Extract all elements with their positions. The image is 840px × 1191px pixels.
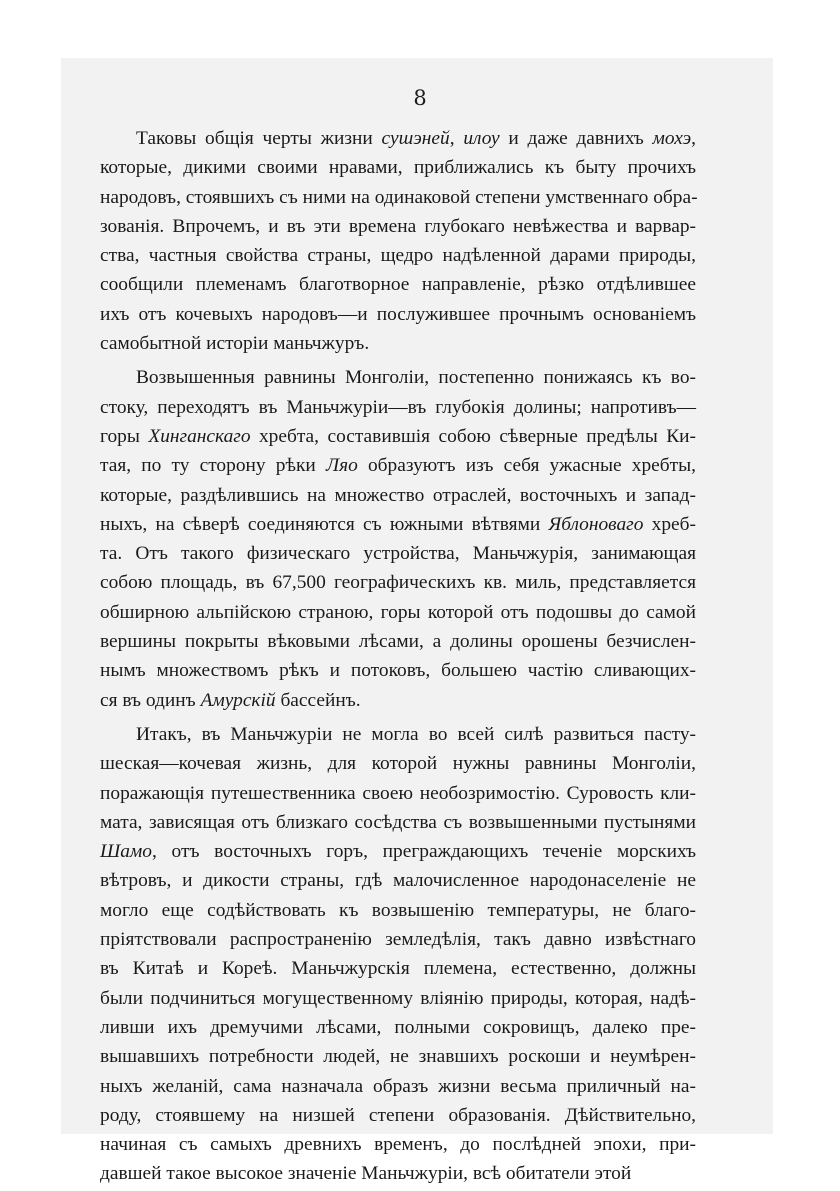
italic-term: сушэней <box>381 128 450 149</box>
text-line <box>100 896 696 925</box>
text-line <box>100 598 696 627</box>
text-span: , <box>449 128 464 149</box>
text-line <box>100 1159 696 1188</box>
text-line <box>100 686 696 715</box>
text-line <box>100 329 696 358</box>
text-span: которые, дикими своими нравами, приближались къ быту прочихъ <box>100 157 696 179</box>
text-span: собою площадь, въ 67,500 географическихъ кв. миль, представляется <box>100 572 696 594</box>
text-span: хребта, составившія собою сѣверные предѣлы Ки- <box>250 425 696 447</box>
italic-term: Яблоноваго <box>548 513 644 535</box>
text-span: та. Отъ такого физическаго устройства, Маньчжурія, занимающая <box>100 543 696 565</box>
italic-term: Ляо <box>325 455 358 477</box>
text-span: сообщили племенамъ благотворное направленіе, рѣзко отдѣлившее <box>100 274 696 296</box>
text-line <box>100 393 696 422</box>
text-line <box>100 1101 696 1130</box>
text-span: образуютъ изъ себя ужасные хребты, <box>357 455 696 477</box>
paragraph <box>100 363 696 715</box>
text-line <box>100 779 696 808</box>
paragraph <box>100 124 696 358</box>
text-line <box>100 212 696 241</box>
text-line <box>100 808 696 837</box>
text-span: хреб- <box>643 513 696 535</box>
text-span: горы <box>100 425 149 447</box>
text-line <box>100 241 696 270</box>
text-line <box>100 451 696 480</box>
text-line <box>100 1042 696 1071</box>
text-span: вышавшихъ потребности людей, не знавшихъ роскоши и неумѣрен- <box>100 1046 696 1068</box>
text-span: ныхъ желаній, сама назначала образъ жизни весьма приличный на- <box>100 1075 696 1097</box>
paragraph <box>100 720 696 1189</box>
text-span: нымъ множествомъ рѣкъ и потоковъ, большею частію сливающих- <box>100 660 696 682</box>
text-span: Таковы общія черты жизни <box>136 128 382 149</box>
text-line <box>100 539 696 568</box>
text-span: самобытной исторіи маньчжуръ. <box>100 333 370 355</box>
text-line <box>100 627 696 656</box>
text-line <box>100 363 696 392</box>
text-line <box>100 1130 696 1159</box>
text-span: роду, стоявшему на низшей степени образованія. Дѣйствительно, <box>100 1104 696 1126</box>
text-line <box>100 270 696 299</box>
text-span: могло еще содѣйствовать къ возвышенію температуры, не благо- <box>100 899 696 921</box>
text-span: ныхъ, на сѣверѣ соединяются съ южными вѣтвями <box>100 513 549 535</box>
body-text <box>100 124 696 1189</box>
text-span: пріятствовали распространенію земледѣлія, такъ давно извѣстнаго <box>100 929 696 951</box>
text-span: начиная съ самыхъ древнихъ временъ, до послѣдней эпохи, при- <box>100 1134 696 1156</box>
text-line <box>100 300 696 329</box>
italic-term: илоу <box>463 128 500 149</box>
text-span: поражающія путешественника своею необозримостію. Суровость кли- <box>100 782 696 804</box>
page-number: 8 <box>413 86 427 110</box>
text-line <box>100 866 696 895</box>
text-line <box>100 1072 696 1101</box>
text-span: бассейнъ. <box>275 689 361 711</box>
text-span: , <box>691 128 696 149</box>
italic-term: Шамо <box>100 841 152 863</box>
text-span: которые, раздѣлившись на множество отраслей, восточныхъ и запад- <box>100 484 696 506</box>
text-span: ихъ отъ кочевыхъ народовъ—и послужившее прочнымъ основаніемъ <box>100 303 696 325</box>
text-span: стоку, переходятъ въ Маньчжуріи—въ глубокія долины; напротивъ— <box>100 396 696 418</box>
text-span: Итакъ, въ Маньчжуріи не могла во всей силѣ развиться пасту- <box>136 723 696 745</box>
text-span: шеская—кочевая жизнь, для которой нужны равнины Монголіи, <box>100 753 696 775</box>
text-line <box>100 183 696 212</box>
text-span: , отъ восточныхъ горъ, преграждающихъ теченіе морскихъ <box>152 841 696 863</box>
text-span: обширною альпійскою страною, горы которой отъ подошвы до самой <box>100 601 696 623</box>
text-line <box>100 720 696 749</box>
text-span: въ Китаѣ и Кореѣ. Маньчжурскія племена, естественно, должны <box>100 958 696 980</box>
text-line <box>100 656 696 685</box>
text-line <box>100 124 696 153</box>
text-span: были подчиниться могущественному вліянію природы, которая, надѣ- <box>100 987 696 1009</box>
text-line <box>100 568 696 597</box>
text-span: народовъ, стоявшихъ съ ними на одинаковой степени умственнаго обра- <box>100 186 698 208</box>
text-span: давшей такое высокое значеніе Маньчжуріи, всѣ обитатели этой <box>100 1163 632 1185</box>
italic-term: Хинганскаго <box>148 425 251 447</box>
italic-term: мохэ <box>652 128 692 149</box>
text-line <box>100 925 696 954</box>
text-span: зованія. Впрочемъ, и въ эти времена глубокаго невѣжества и варвар- <box>100 215 696 237</box>
text-line <box>100 749 696 778</box>
text-span: ся въ одинъ <box>100 689 201 711</box>
text-line <box>100 837 696 866</box>
text-span: мата, зависящая отъ близкаго сосѣдства съ возвышенными пустынями <box>100 811 696 833</box>
italic-term: Амурскій <box>200 689 276 711</box>
text-span: и даже давнихъ <box>499 128 653 149</box>
text-span: ливши ихъ дремучими лѣсами, полными сокровищъ, далеко пре- <box>100 1016 696 1038</box>
text-line <box>100 510 696 539</box>
text-line <box>100 984 696 1013</box>
text-line <box>100 422 696 451</box>
text-span: тая, по ту сторону рѣки <box>100 455 326 477</box>
text-line <box>100 481 696 510</box>
text-line <box>100 954 696 983</box>
text-span: ства, частныя свойства страны, щедро надѣленной дарами природы, <box>100 245 696 267</box>
text-span: Возвышенныя равнины Монголіи, постепенно понижаясь къ во- <box>136 367 696 389</box>
text-span: вѣтровъ, и дикости страны, гдѣ малочисленное народонаселеніе не <box>100 870 696 892</box>
text-span: вершины покрыты вѣковыми лѣсами, а долины орошены безчислен- <box>100 631 696 653</box>
text-line <box>100 1013 696 1042</box>
text-line <box>100 153 696 182</box>
